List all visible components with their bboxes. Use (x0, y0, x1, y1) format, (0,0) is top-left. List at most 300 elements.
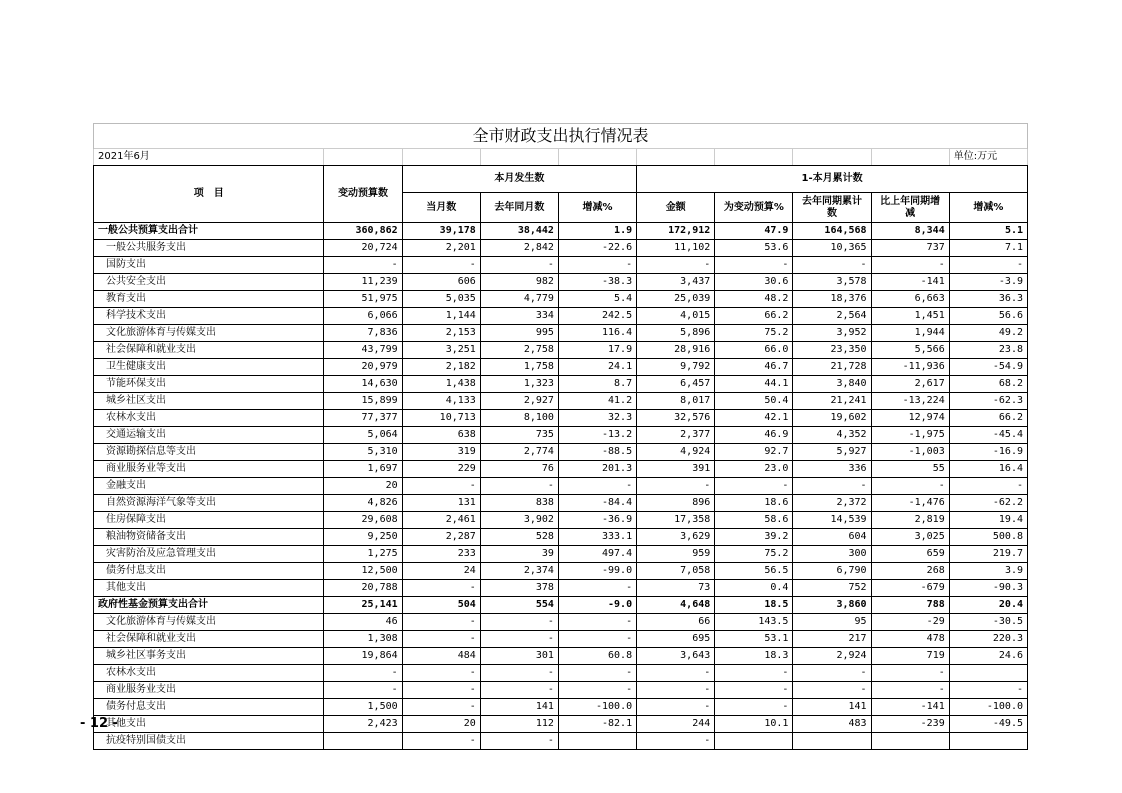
row-cell: 2,617 (871, 376, 949, 393)
row-cell: - (558, 478, 636, 495)
table-row (94, 478, 1028, 495)
row-cell: 5,927 (793, 444, 871, 461)
row-cell: 500.8 (949, 529, 1027, 546)
row-cell: 4,779 (480, 291, 558, 308)
row-label: 资源勘探信息等支出 (94, 444, 324, 461)
row-cell: - (402, 580, 480, 597)
row-cell: 32.3 (558, 410, 636, 427)
row-cell: 92.7 (715, 444, 793, 461)
row-cell (949, 733, 1027, 750)
row-cell: -22.6 (558, 240, 636, 257)
table-row (94, 529, 1028, 546)
row-cell: 497.4 (558, 546, 636, 563)
row-cell: 201.3 (558, 461, 636, 478)
row-cell: -88.5 (558, 444, 636, 461)
row-cell: 4,133 (402, 393, 480, 410)
row-cell: 51,975 (324, 291, 402, 308)
row-cell (558, 733, 636, 750)
row-cell: -1,003 (871, 444, 949, 461)
row-cell: 229 (402, 461, 480, 478)
row-cell: - (637, 699, 715, 716)
row-label: 城乡社区支出 (94, 393, 324, 410)
row-cell: 2,372 (793, 495, 871, 512)
row-cell: 20,724 (324, 240, 402, 257)
row-cell: -62.3 (949, 393, 1027, 410)
header-item: 项 目 (94, 166, 324, 223)
row-cell: 2,182 (402, 359, 480, 376)
row-label: 自然资源海洋气象等支出 (94, 495, 324, 512)
row-label: 农林水支出 (94, 410, 324, 427)
row-cell: 43,799 (324, 342, 402, 359)
row-cell: 112 (480, 716, 558, 733)
row-cell: 66.2 (715, 308, 793, 325)
row-cell: 29,608 (324, 512, 402, 529)
row-cell: -36.9 (558, 512, 636, 529)
row-cell: 58.6 (715, 512, 793, 529)
header-cum-amount: 金额 (637, 193, 715, 223)
row-cell: 2,758 (480, 342, 558, 359)
row-cell: 4,648 (637, 597, 715, 614)
row-cell: 3,578 (793, 274, 871, 291)
row-cell: 75.2 (715, 546, 793, 563)
row-cell: 28,916 (637, 342, 715, 359)
row-cell: 2,842 (480, 240, 558, 257)
row-cell: -29 (871, 614, 949, 631)
row-cell: 3,902 (480, 512, 558, 529)
row-cell: 484 (402, 648, 480, 665)
row-cell: - (871, 682, 949, 699)
page-number: - 12 - (80, 716, 118, 731)
table-row (94, 512, 1028, 529)
row-cell: 478 (871, 631, 949, 648)
table-row (94, 223, 1028, 240)
row-cell: - (637, 665, 715, 682)
row-cell: 1,944 (871, 325, 949, 342)
row-cell: 2,819 (871, 512, 949, 529)
row-label: 国防支出 (94, 257, 324, 274)
row-cell: 172,912 (637, 223, 715, 240)
row-cell: 300 (793, 546, 871, 563)
table-row (94, 580, 1028, 597)
row-cell: - (793, 478, 871, 495)
row-cell: 21,728 (793, 359, 871, 376)
row-cell: - (480, 614, 558, 631)
row-cell: 752 (793, 580, 871, 597)
row-cell: 15,899 (324, 393, 402, 410)
row-cell (324, 733, 402, 750)
row-cell: -38.3 (558, 274, 636, 291)
row-cell: 8,344 (871, 223, 949, 240)
row-label: 文化旅游体育与传媒支出 (94, 614, 324, 631)
row-cell: - (324, 257, 402, 274)
row-cell: - (715, 665, 793, 682)
row-cell: - (402, 682, 480, 699)
row-cell: 11,102 (637, 240, 715, 257)
row-cell: 12,500 (324, 563, 402, 580)
row-cell: -141 (871, 699, 949, 716)
row-cell: - (637, 257, 715, 274)
row-cell: 896 (637, 495, 715, 512)
row-cell: - (871, 478, 949, 495)
row-cell: - (715, 699, 793, 716)
row-cell: -13,224 (871, 393, 949, 410)
row-cell: 30.6 (715, 274, 793, 291)
row-label: 债务付息支出 (94, 699, 324, 716)
row-cell: - (949, 478, 1027, 495)
row-cell: -49.5 (949, 716, 1027, 733)
table-row (94, 733, 1028, 750)
row-cell: -13.2 (558, 427, 636, 444)
row-cell: -3.9 (949, 274, 1027, 291)
table-row (94, 665, 1028, 682)
row-cell: 528 (480, 529, 558, 546)
row-label: 住房保障支出 (94, 512, 324, 529)
row-cell: 3.9 (949, 563, 1027, 580)
row-cell: 0.4 (715, 580, 793, 597)
header-cum-pct-budget: 为变动预算% (715, 193, 793, 223)
header-month-lastyear: 去年同月数 (480, 193, 558, 223)
row-cell: 4,826 (324, 495, 402, 512)
row-cell: 378 (480, 580, 558, 597)
row-cell: 46.7 (715, 359, 793, 376)
row-cell: 6,790 (793, 563, 871, 580)
row-cell: 39,178 (402, 223, 480, 240)
row-cell: 48.2 (715, 291, 793, 308)
row-cell: 3,643 (637, 648, 715, 665)
row-cell: 788 (871, 597, 949, 614)
row-cell: -99.0 (558, 563, 636, 580)
row-cell: - (480, 733, 558, 750)
row-cell: 39 (480, 546, 558, 563)
row-cell: - (402, 631, 480, 648)
row-label: 农林水支出 (94, 665, 324, 682)
row-cell: 10.1 (715, 716, 793, 733)
row-cell: - (871, 257, 949, 274)
header-month-current: 当月数 (402, 193, 480, 223)
row-cell: - (715, 478, 793, 495)
row-cell: 244 (637, 716, 715, 733)
row-cell: -84.4 (558, 495, 636, 512)
row-cell: 6,457 (637, 376, 715, 393)
row-cell: - (793, 682, 871, 699)
row-cell: 219.7 (949, 546, 1027, 563)
row-cell: 18.5 (715, 597, 793, 614)
row-label: 其他支出 (94, 716, 324, 733)
row-cell: 737 (871, 240, 949, 257)
row-cell: 56.6 (949, 308, 1027, 325)
row-cell: 47.9 (715, 223, 793, 240)
row-cell: 49.2 (949, 325, 1027, 342)
row-cell: - (793, 665, 871, 682)
table-title: 全市财政支出执行情况表 (94, 124, 1028, 149)
row-cell: 116.4 (558, 325, 636, 342)
row-cell: 2,374 (480, 563, 558, 580)
row-cell: - (715, 682, 793, 699)
table-row (94, 376, 1028, 393)
row-cell: -90.3 (949, 580, 1027, 597)
row-cell: 23.0 (715, 461, 793, 478)
row-cell: 5,310 (324, 444, 402, 461)
table-row (94, 648, 1028, 665)
row-cell: 483 (793, 716, 871, 733)
row-label: 文化旅游体育与传媒支出 (94, 325, 324, 342)
row-cell: 46 (324, 614, 402, 631)
row-label: 社会保障和就业支出 (94, 342, 324, 359)
table-row (94, 291, 1028, 308)
row-cell: 141 (480, 699, 558, 716)
row-cell: -1,975 (871, 427, 949, 444)
header-cum-change: 增减% (949, 193, 1027, 223)
row-cell: - (480, 478, 558, 495)
row-cell: 4,015 (637, 308, 715, 325)
row-cell: 10,365 (793, 240, 871, 257)
table-row (94, 342, 1028, 359)
header-cum-diff: 比上年同期增减 (871, 193, 949, 223)
row-cell: -54.9 (949, 359, 1027, 376)
row-cell: 3,629 (637, 529, 715, 546)
row-cell: -45.4 (949, 427, 1027, 444)
row-cell: - (558, 257, 636, 274)
row-cell: 141 (793, 699, 871, 716)
row-cell: 95 (793, 614, 871, 631)
row-cell: 38,442 (480, 223, 558, 240)
row-cell: - (402, 733, 480, 750)
table-row (94, 631, 1028, 648)
row-cell: -9.0 (558, 597, 636, 614)
row-cell: -82.1 (558, 716, 636, 733)
row-cell: -239 (871, 716, 949, 733)
row-cell: - (715, 257, 793, 274)
table-row (94, 597, 1028, 614)
table-row (94, 325, 1028, 342)
row-cell: 14,630 (324, 376, 402, 393)
row-cell: 1,323 (480, 376, 558, 393)
row-cell: 3,840 (793, 376, 871, 393)
row-cell: 638 (402, 427, 480, 444)
row-cell: 2,201 (402, 240, 480, 257)
row-cell (793, 733, 871, 750)
row-cell: 6,066 (324, 308, 402, 325)
row-label: 商业服务业等支出 (94, 461, 324, 478)
row-cell: 75.2 (715, 325, 793, 342)
row-cell: 1,758 (480, 359, 558, 376)
row-cell: 554 (480, 597, 558, 614)
row-cell: 242.5 (558, 308, 636, 325)
row-cell: - (637, 682, 715, 699)
row-cell: - (637, 478, 715, 495)
row-cell: 735 (480, 427, 558, 444)
row-cell: 7.1 (949, 240, 1027, 257)
row-cell: 44.1 (715, 376, 793, 393)
row-cell: -141 (871, 274, 949, 291)
row-cell: 2,564 (793, 308, 871, 325)
row-cell: 24.1 (558, 359, 636, 376)
row-label: 节能环保支出 (94, 376, 324, 393)
row-cell: 32,576 (637, 410, 715, 427)
row-cell: 8,100 (480, 410, 558, 427)
header-month-group: 本月发生数 (402, 166, 636, 193)
row-cell: 12,974 (871, 410, 949, 427)
row-label: 债务付息支出 (94, 563, 324, 580)
row-cell: 4,352 (793, 427, 871, 444)
row-cell: 268 (871, 563, 949, 580)
table-row (94, 614, 1028, 631)
row-cell: 41.2 (558, 393, 636, 410)
row-cell: 2,423 (324, 716, 402, 733)
row-cell: 391 (637, 461, 715, 478)
row-cell: 42.1 (715, 410, 793, 427)
row-cell: 3,860 (793, 597, 871, 614)
table-row (94, 274, 1028, 291)
table-row (94, 495, 1028, 512)
row-cell: 719 (871, 648, 949, 665)
row-cell: 1,308 (324, 631, 402, 648)
row-cell: 24.6 (949, 648, 1027, 665)
table-row (94, 546, 1028, 563)
table-row (94, 393, 1028, 410)
row-cell: 21,241 (793, 393, 871, 410)
row-cell: - (558, 665, 636, 682)
row-cell (871, 733, 949, 750)
row-cell: -62.2 (949, 495, 1027, 512)
row-cell: -30.5 (949, 614, 1027, 631)
row-cell: 5,896 (637, 325, 715, 342)
row-cell: -11,936 (871, 359, 949, 376)
row-cell: 73 (637, 580, 715, 597)
row-cell: 68.2 (949, 376, 1027, 393)
fiscal-table-sheet (93, 123, 1028, 750)
row-cell: 18.3 (715, 648, 793, 665)
row-cell: 23.8 (949, 342, 1027, 359)
row-cell: 3,952 (793, 325, 871, 342)
row-cell: 333.1 (558, 529, 636, 546)
table-row (94, 563, 1028, 580)
row-cell: 604 (793, 529, 871, 546)
row-cell: -679 (871, 580, 949, 597)
row-label: 科学技术支出 (94, 308, 324, 325)
table-row (94, 444, 1028, 461)
row-cell: -100.0 (949, 699, 1027, 716)
row-cell: - (480, 257, 558, 274)
row-cell: 4,924 (637, 444, 715, 461)
row-cell: 1,144 (402, 308, 480, 325)
report-date: 2021年6月 (94, 149, 324, 166)
row-cell: 2,774 (480, 444, 558, 461)
row-cell: 25,039 (637, 291, 715, 308)
row-cell: 46.9 (715, 427, 793, 444)
row-cell: 18,376 (793, 291, 871, 308)
row-cell: 39.2 (715, 529, 793, 546)
row-cell: 50.4 (715, 393, 793, 410)
header-month-change: 增减% (558, 193, 636, 223)
row-cell: 838 (480, 495, 558, 512)
row-cell: 23,350 (793, 342, 871, 359)
table-row (94, 682, 1028, 699)
table-row (94, 359, 1028, 376)
row-cell: 5.1 (949, 223, 1027, 240)
row-cell: 55 (871, 461, 949, 478)
row-cell: 9,792 (637, 359, 715, 376)
row-cell: 9,250 (324, 529, 402, 546)
row-cell: 336 (793, 461, 871, 478)
table-row (94, 461, 1028, 478)
table-row (94, 257, 1028, 274)
row-cell: - (402, 614, 480, 631)
row-cell: 959 (637, 546, 715, 563)
row-label: 一般公共预算支出合计 (94, 223, 324, 240)
row-cell: 77,377 (324, 410, 402, 427)
row-cell: - (402, 699, 480, 716)
row-cell: 606 (402, 274, 480, 291)
row-cell: - (480, 682, 558, 699)
row-cell: 143.5 (715, 614, 793, 631)
row-cell: - (637, 733, 715, 750)
row-cell: 19,602 (793, 410, 871, 427)
header-budget: 变动预算数 (324, 166, 402, 223)
table-body (94, 223, 1028, 750)
row-cell: 3,025 (871, 529, 949, 546)
row-cell: 1,451 (871, 308, 949, 325)
row-cell: 19.4 (949, 512, 1027, 529)
row-cell: 16.4 (949, 461, 1027, 478)
row-cell: - (949, 257, 1027, 274)
row-cell: 20,788 (324, 580, 402, 597)
row-cell (715, 733, 793, 750)
row-cell: 504 (402, 597, 480, 614)
row-cell: - (402, 478, 480, 495)
row-cell: 66.2 (949, 410, 1027, 427)
row-label: 一般公共服务支出 (94, 240, 324, 257)
row-cell: 1.9 (558, 223, 636, 240)
row-label: 抗疫特别国债支出 (94, 733, 324, 750)
row-cell: - (793, 257, 871, 274)
row-cell: 659 (871, 546, 949, 563)
row-cell: 5,566 (871, 342, 949, 359)
row-cell: 36.3 (949, 291, 1027, 308)
row-label: 交通运输支出 (94, 427, 324, 444)
row-label: 政府性基金预算支出合计 (94, 597, 324, 614)
row-label: 商业服务业支出 (94, 682, 324, 699)
row-cell: -1,476 (871, 495, 949, 512)
row-cell: - (324, 665, 402, 682)
row-cell: 217 (793, 631, 871, 648)
row-cell: 360,862 (324, 223, 402, 240)
row-cell: - (480, 631, 558, 648)
row-cell: -16.9 (949, 444, 1027, 461)
row-cell: - (558, 682, 636, 699)
row-cell: 19,864 (324, 648, 402, 665)
row-label: 城乡社区事务支出 (94, 648, 324, 665)
row-cell: -100.0 (558, 699, 636, 716)
row-cell: 1,500 (324, 699, 402, 716)
row-cell: 11,239 (324, 274, 402, 291)
row-cell: - (480, 665, 558, 682)
row-cell: 53.1 (715, 631, 793, 648)
row-cell: 220.3 (949, 631, 1027, 648)
row-cell: 2,377 (637, 427, 715, 444)
table-row (94, 427, 1028, 444)
row-cell: 66.0 (715, 342, 793, 359)
row-cell: 5,035 (402, 291, 480, 308)
table-row (94, 716, 1028, 733)
row-cell: 2,287 (402, 529, 480, 546)
row-cell: 131 (402, 495, 480, 512)
row-label: 其他支出 (94, 580, 324, 597)
row-cell: - (558, 631, 636, 648)
row-cell: 20 (324, 478, 402, 495)
row-cell: 695 (637, 631, 715, 648)
row-cell: - (558, 580, 636, 597)
